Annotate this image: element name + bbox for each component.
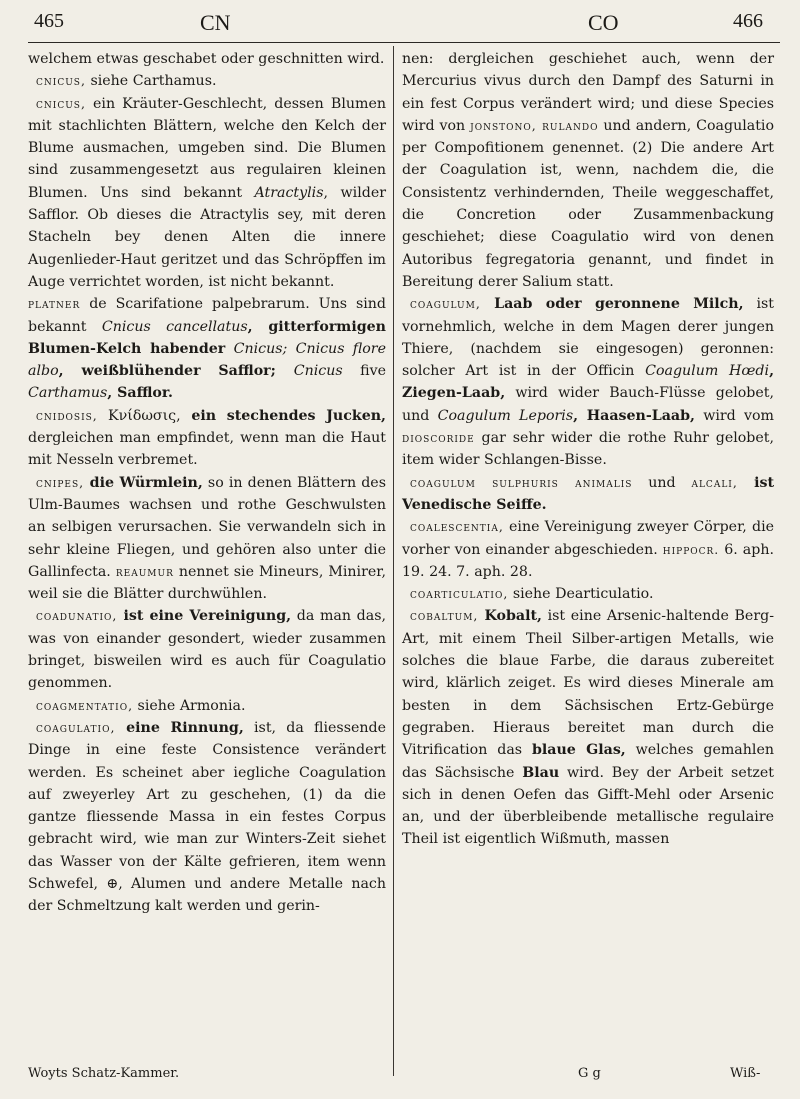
page-number-right: 466 bbox=[733, 10, 763, 32]
catchword-left: Woyts Schatz-Kammer. bbox=[28, 1066, 180, 1081]
entry-coagulatio-cont: nen: dergleichen geschiehet auch, wenn der Mercurius vivus durch den Dampf des Saturni in ein fest Corpus verändert wird; und diese Species wird von jonstono, rulando und andern, Coagulatio per Compofitionem genennet. (2) Die andere Art der Coagulation ist, wenn, nachdem die, die Consistentz verhindernden, Theile weggeschaffet, die Concretion oder Zusammenbackung geschiehet; diese Coagulatio wird von denen Autoribus fegregatoria genannt, und findet in Bereitung derer Salium statt. bbox=[402, 51, 774, 290]
entry-cnicus-ref: cnicus, siehe Carthamus. bbox=[36, 73, 217, 90]
entry-cnicus: cnicus, ein Kräuter-Geschlecht, dessen Blumen mit stachlichten Blättern, welche den Kelch der Blume ausmachen, umgeben sind. Die Blumen sind zusammengesetzt aus regulairen kleinen Blumen. Uns sind bekannt Atractylis, wilder Safflor. Ob dieses die Atractylis sey, mit deren Stacheln bey denen Alten die innere Augenlieder-Haut geritzet und das Schröpffen im Auge verrichtet worden, ist nicht bekannt. bbox=[28, 95, 387, 290]
entry-coadunatio: coadunatio, ist eine Vereinigung, da man das, was von einander gesondert, wieder zusammen bringet, bisweilen wird es auch für Coagulatio genommen. bbox=[28, 608, 386, 692]
entry-continuation: welchem etwas geschabet oder geschnitten wird. bbox=[28, 51, 385, 67]
entry-cobaltum: cobaltum, Kobalt, ist eine Arsenic-haltende Berg-Art, mit einem Theil Silber-artigen Metalls, wie solches die blaue Farbe, die daraus zubereitet wird, klärlich zeiget. Es wird dieses Minerale am besten in dem Sächsischen Ertz-Gebürge gegraben. Hieraus bereitet man durch die Vitrification das blaue Glas, welches gemahlen das Sächsische Blau wird. Bey der Arbeit setzet sich in denen Oefen das Gifft-Mehl oder Arsenic an, und der überbleibende metallische regulaire Theil ist eigentlich Wißmuth, massen bbox=[402, 608, 774, 848]
entry-coagulum: coagulum, Laab oder geronnene Milch, ist vornehmlich, welche in dem Magen derer jungen Thiere, (nachdem sie eingesogen) geronnen: solcher Art ist in der Officin Coagulum Hœdi, Ziegen-Laab, wird wider Bauch-Flüsse gelobet, und Coagulum Leporis, Haasen-Laab, wird vom dioscoride gar sehr wider die rothe Ruhr gelobet, item wider Schlangen-Bisse. bbox=[402, 296, 775, 469]
left-column bbox=[28, 48, 386, 918]
entry-coagulum-sulphuris: coagulum sulphuris animalis und alcali, ist Venedische Seiffe. bbox=[402, 474, 775, 513]
entry-coagulatio: coagulatio, eine Rinnung, ist, da fliessende Dinge in eine feste Consistence verändert werden. Es scheinet aber iegliche Coagulation auf zweyerley Art zu geschehen, (1) da die gantze fliessende Massa in ein festes Corpus gebracht wird, wie man zur Winters-Zeit siehet das Wasser von der Kälte gefrieren, item wenn Schwefel, ⊕, Alumen und andere Metalle nach der Schmeltzung kalt werden und gerin- bbox=[28, 719, 386, 915]
header-letters-left: CN bbox=[200, 10, 231, 35]
entry-coalescentia: coalescentia, eine Vereinigung zweyer Cörper, die vorher von einander abgeschieden. hippocr. 6. aph. 19. 24. 7. aph. 28. bbox=[402, 519, 774, 580]
entry-coagmentatio: coagmentatio, siehe Armonia. bbox=[36, 697, 246, 714]
catchword-right: Wiß- bbox=[730, 1066, 761, 1081]
page-number-left: 465 bbox=[34, 10, 64, 32]
signature-mark: G g bbox=[578, 1066, 601, 1081]
entry-cnipes: cnipes, die Würmlein, so in denen Blättern des Ulm-Baumes wachsen und rothe Geschwulsten an selbigen verursachen. Sie verwandeln sich in sehr kleine Fliegen, und gehören also unter die Gallinfecta. reaumur nennet sie Mineurs, Minirer, weil sie die Blätter durchwühlen. bbox=[28, 474, 387, 603]
entry-coarticulatio: coarticulatio, siehe Dearticulatio. bbox=[410, 586, 654, 603]
running-header bbox=[0, 0, 800, 40]
right-column bbox=[402, 48, 774, 851]
header-letters-right: CO bbox=[588, 10, 619, 35]
entry-cnidosis: cnidosis, Κνίδωσις, ein stechendes Jucken, dergleichen man empfindet, wenn man die Haut mit Nesseln verbremet. bbox=[28, 407, 386, 469]
entry-cnicus-cont: platner de Scarifatione palpebrarum. Uns sind bekannt Cnicus cancellatus, gitterformigen Blumen-Kelch habender Cnicus; Cnicus flore albo, weißblühender Safflor; Cnicus five Carthamus, Safflor. bbox=[28, 296, 386, 402]
column-divider bbox=[393, 46, 394, 1076]
header-rule bbox=[28, 42, 780, 43]
